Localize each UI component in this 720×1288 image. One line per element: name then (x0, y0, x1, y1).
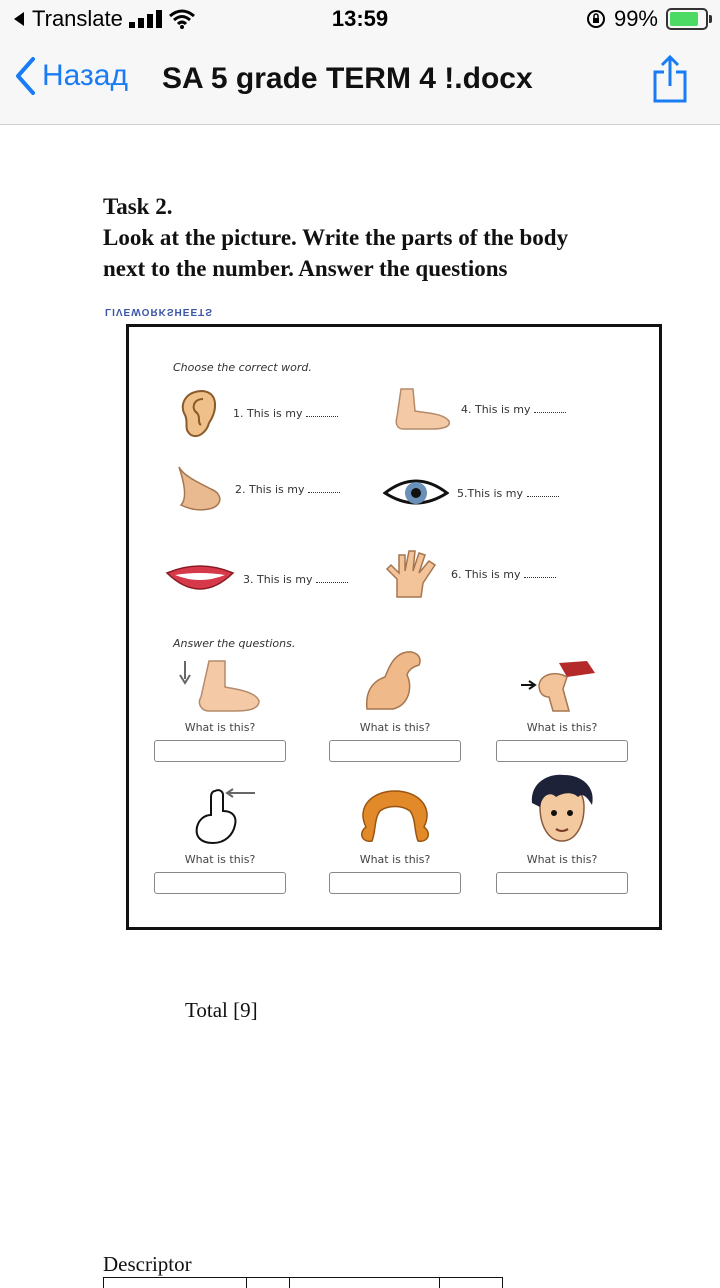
question-3-text: What is this? (526, 721, 598, 734)
share-icon (650, 54, 690, 104)
question-1-text: What is this? (184, 721, 256, 734)
task-heading (103, 191, 663, 284)
blank-line (524, 577, 556, 578)
descriptor-heading: Descriptor (103, 1252, 192, 1276)
item-ear (173, 387, 338, 439)
answer-field-1[interactable] (154, 740, 286, 762)
blank-line (308, 492, 340, 493)
navigation-bar (0, 40, 720, 125)
finger-icon (175, 787, 265, 845)
question-6-text: What is this? (526, 853, 598, 866)
worksheet-image (126, 324, 662, 930)
answer-field-4[interactable] (154, 872, 286, 894)
carrier-label: Translate (32, 6, 123, 31)
status-bar (0, 0, 720, 40)
total-score: Total [9] (185, 998, 258, 1022)
question-arm (328, 647, 462, 762)
item-3-label: 3. This is my (243, 572, 313, 586)
foot-icon (391, 387, 453, 431)
question-foot (153, 659, 287, 762)
choose-heading: Choose the correct word. (173, 361, 312, 374)
answer-field-5[interactable] (329, 872, 461, 894)
question-knee (495, 659, 629, 762)
knee-icon (517, 659, 607, 713)
item-2-label: 2. This is my (235, 482, 305, 496)
clock: 13:59 (331, 6, 389, 31)
mouth-icon (165, 561, 235, 597)
question-2-text: What is this? (359, 721, 431, 734)
descriptor-table (103, 1277, 503, 1288)
status-right (586, 6, 708, 32)
foot-arrow-icon (175, 659, 265, 713)
blank-line (306, 416, 338, 417)
blank-line (316, 582, 348, 583)
blank-line (534, 412, 566, 413)
task-instruction-line2: next to the number. Answer the questions (103, 256, 508, 281)
item-4-text (461, 403, 566, 416)
hair-icon (352, 787, 438, 845)
share-button[interactable] (650, 54, 690, 109)
task-instruction-line1: Look at the picture. Write the parts of the body (103, 225, 569, 250)
chevron-left-icon (14, 56, 36, 96)
battery-icon (666, 8, 708, 30)
blank-line (527, 496, 559, 497)
item-hand (383, 549, 556, 599)
item-nose (173, 465, 340, 513)
answer-field-3[interactable] (496, 740, 628, 762)
document-page (0, 125, 720, 1280)
question-finger (153, 787, 287, 894)
task-title: Task 2. (103, 194, 173, 219)
item-mouth (165, 561, 348, 597)
item-1-label: 1. This is my (233, 406, 303, 420)
answer-heading: Answer the questions. (173, 637, 296, 650)
face-icon (522, 773, 602, 845)
item-6-text (451, 568, 556, 581)
orientation-lock-icon (586, 9, 606, 29)
item-5-label: 5.This is my (457, 486, 523, 500)
ear-icon (173, 387, 225, 439)
item-eye (383, 473, 559, 513)
eye-icon (383, 473, 449, 513)
item-1-text (233, 407, 338, 420)
nose-icon (173, 465, 227, 513)
question-hair (328, 787, 462, 894)
item-4-label: 4. This is my (461, 402, 531, 416)
arm-muscle-icon (363, 647, 427, 713)
item-3-text (243, 573, 348, 586)
hand-icon (383, 549, 443, 599)
question-5-text: What is this? (359, 853, 431, 866)
answer-field-2[interactable] (329, 740, 461, 762)
question-4-text: What is this? (184, 853, 256, 866)
watermark-logo: LIVEWORKSHEETS (105, 306, 213, 317)
item-2-text (235, 483, 340, 496)
item-foot (391, 387, 566, 431)
item-5-text (457, 487, 559, 500)
question-face (495, 773, 629, 894)
answer-field-6[interactable] (496, 872, 628, 894)
back-label: Назад (42, 59, 128, 92)
back-button[interactable] (14, 56, 128, 96)
document-title: SA 5 grade TERM 4 !.docx (162, 62, 533, 95)
item-6-label: 6. This is my (451, 567, 521, 581)
battery-percent: 99% (613, 6, 658, 31)
